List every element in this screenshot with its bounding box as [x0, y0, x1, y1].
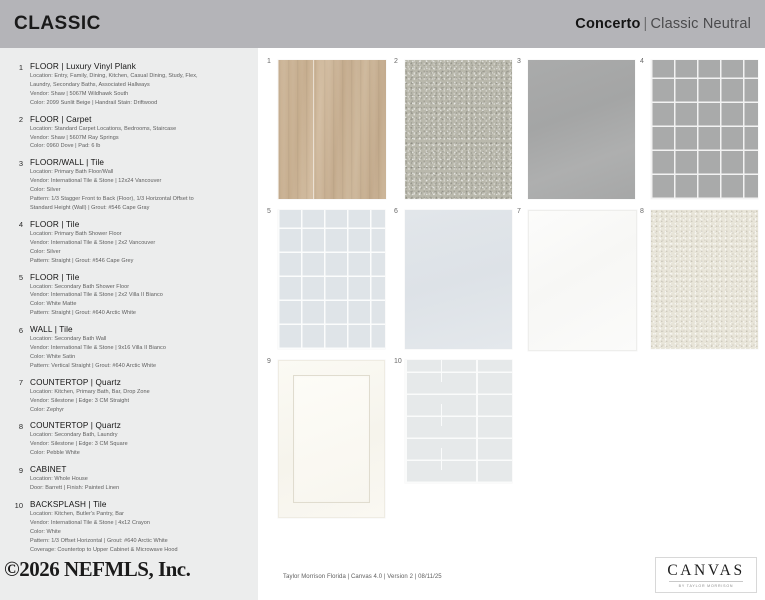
swatch-cell[interactable]	[266, 56, 389, 201]
spec-line: Color: Silver	[30, 187, 61, 194]
spec-body	[23, 115, 250, 152]
spec-line: Location: Secondary Bath, Laundry	[30, 432, 118, 439]
swatch-number: 10	[394, 358, 402, 365]
list-item	[6, 115, 250, 152]
spec-line: Pattern: 1/3 Offset Horizontal | Grout: #640 Arctic White	[30, 537, 168, 544]
spec-title: COUNTERTOP | Quartz	[30, 377, 121, 387]
spec-line: Vendor: Silestone | Edge: 3 CM Straight	[30, 397, 130, 404]
spec-body	[23, 325, 250, 371]
list-item	[6, 500, 250, 555]
spec-line: Pattern: Vertical Straight | Grout: #640 Arctic White	[30, 362, 157, 369]
canvas-logo	[655, 557, 757, 593]
spec-title: COUNTERTOP | Quartz	[30, 421, 121, 431]
swatch-number: 4	[640, 58, 644, 65]
swatch-backsplash-crayon-white[interactable]	[405, 360, 512, 483]
spec-body	[23, 465, 250, 493]
spec-line: Color: White Matte	[30, 301, 77, 308]
brick-joint-row	[405, 404, 512, 426]
list-item	[6, 378, 250, 415]
brick-joint	[441, 404, 443, 426]
spec-number: 9	[18, 465, 23, 475]
spec-body	[23, 378, 250, 415]
swatch-luxury-vinyl-plank[interactable]	[278, 60, 386, 199]
swatch-cell[interactable]	[639, 206, 762, 351]
spec-line: Vendor: International Tile & Stone | 4x12 Crayon	[30, 519, 151, 526]
spec-line: Pattern: Straight | Grout: #640 Arctic White	[30, 310, 137, 317]
brick-joint	[476, 448, 478, 470]
spec-title: BACKSPLASH | Tile	[30, 500, 107, 509]
spec-line: Door: Barrett | Finish: Painted Linen	[30, 485, 120, 492]
spec-body	[23, 500, 250, 555]
swatch-number: 2	[394, 58, 398, 65]
swatch-board	[258, 48, 765, 600]
spec-line: Color: Pebble White	[30, 450, 80, 457]
spec-line: Location: Primary Bath Floor/Wall	[30, 169, 114, 176]
spec-body	[23, 158, 250, 213]
scheme-name: Classic Neutral	[650, 16, 751, 32]
spec-title: FLOOR | Carpet	[30, 114, 92, 124]
spec-line: Color: 0960 Dove | Pad: 6 lb	[30, 143, 101, 150]
spec-line: Location: Standard Carpet Locations, Bedrooms, Staircase	[30, 125, 177, 132]
brick-joint-row	[405, 382, 512, 404]
brick-joint	[441, 360, 443, 382]
spec-title: CABINET	[30, 465, 67, 475]
brick-joint-row	[405, 448, 512, 470]
swatch-cell[interactable]	[639, 56, 762, 201]
swatch-number: 7	[517, 208, 521, 215]
spec-line: Vendor: International Tile & Stone | 2x2 Vancouver	[30, 239, 156, 246]
spec-number: 8	[18, 421, 23, 431]
spec-line: Laundry, Secondary Baths, Associated Hallways	[30, 81, 150, 88]
spec-number: 5	[18, 273, 23, 282]
spec-body	[23, 62, 250, 108]
spec-line: Location: Secondary Bath Wall	[30, 336, 107, 343]
brick-joint	[476, 382, 478, 404]
swatch-number: 5	[267, 208, 271, 215]
swatch-carpet[interactable]	[405, 60, 512, 199]
spec-number: 7	[18, 378, 23, 388]
list-item	[6, 273, 250, 319]
collection-title	[575, 16, 751, 32]
brick-joint	[476, 404, 478, 426]
collection-name: Concerto	[575, 16, 641, 32]
spec-title: FLOOR/WALL | Tile	[30, 158, 105, 168]
spec-title: FLOOR | Luxury Vinyl Plank	[30, 62, 136, 71]
swatch-mosaic-vancouver-silver[interactable]	[651, 60, 758, 199]
spec-line: Vendor: Silestone | Edge: 3 CM Square	[30, 441, 128, 448]
spec-number: 10	[14, 500, 23, 510]
swatch-cell[interactable]	[266, 356, 389, 521]
page-body	[0, 48, 765, 600]
spec-line: Color: 2099 Sunlit Beige | Handrail Stain: Driftwood	[30, 99, 158, 106]
spec-sidebar	[0, 48, 258, 600]
list-item	[6, 62, 250, 108]
swatch-number: 1	[267, 58, 271, 65]
swatch-number: 6	[394, 208, 398, 215]
spec-line: Vendor: International Tile & Stone | 2x2 Villa II Bianco	[30, 292, 163, 299]
spec-line: Location: Secondary Bath Shower Floor	[30, 283, 130, 290]
spec-number: 3	[18, 158, 23, 168]
brick-joint	[476, 360, 478, 382]
swatch-cell[interactable]	[393, 56, 516, 201]
swatch-quartz-zephyr[interactable]	[528, 210, 637, 351]
brick-joint-row	[405, 426, 512, 448]
spec-line: Vendor: Shaw | 5607M Ray Springs	[30, 134, 119, 141]
spec-line: Standard Height (Wall) | Grout: #546 Cape Gray	[30, 204, 150, 211]
logo-divider	[669, 581, 743, 582]
canvas-logo-word: CANVAS	[667, 561, 745, 579]
spec-line: Vendor: International Tile & Stone | 12x24 Vancouver	[30, 178, 162, 185]
spec-body	[23, 421, 250, 458]
spec-line: Location: Kitchen, Primary Bath, Bar, Drop Zone	[30, 388, 150, 395]
spec-title: WALL | Tile	[30, 325, 73, 335]
spec-title: FLOOR | Tile	[30, 219, 80, 229]
footer-credits: Taylor Morrison Florida | Canvas 4.0 | Version 2 | 08/11/25	[283, 574, 442, 580]
list-item	[6, 465, 250, 493]
list-item	[6, 220, 250, 266]
spec-number: 2	[18, 115, 23, 125]
brick-joint-row	[405, 470, 512, 483]
swatch-quartz-pebble-white[interactable]	[651, 210, 758, 349]
spec-body	[23, 220, 250, 266]
spec-number: 1	[18, 62, 23, 72]
canvas-logo-subtitle: BY TAYLOR MORRISON	[678, 583, 734, 588]
swatch-mosaic-villa-bianco[interactable]	[278, 210, 385, 349]
swatch-cell[interactable]	[516, 206, 639, 351]
list-item	[6, 158, 250, 213]
swatch-number: 8	[640, 208, 644, 215]
spec-line: Color: Silver	[30, 248, 61, 255]
list-item	[6, 325, 250, 371]
spec-line: Pattern: 1/3 Stagger Front to Back (Floor), 1/3 Horizontal Offset to	[30, 196, 194, 203]
spec-line: Location: Kitchen, Butler's Pantry, Bar	[30, 511, 124, 517]
cabinet-panel-inset	[293, 375, 371, 503]
spec-line: Vendor: International Tile & Stone | 9x16 Villa II Bianco	[30, 345, 166, 352]
page-header	[0, 0, 765, 48]
brick-joint	[441, 448, 443, 470]
brick-joint	[476, 426, 478, 448]
swatch-number: 3	[517, 58, 521, 65]
spec-line: Location: Entry, Family, Dining, Kitchen, Casual Dining, Study, Flex,	[30, 73, 198, 79]
swatch-cell[interactable]	[266, 206, 389, 351]
swatch-wall-tile-villa-bianco[interactable]	[405, 210, 512, 349]
spec-line: Vendor: Shaw | 5067M Wildhawk South	[30, 90, 129, 97]
title-separator: |	[643, 16, 648, 32]
spec-number: 4	[18, 220, 23, 230]
spec-title: FLOOR | Tile	[30, 272, 80, 282]
swatch-cell[interactable]	[516, 56, 639, 201]
swatch-number: 9	[267, 358, 271, 365]
brand-title: CLASSIC	[14, 13, 101, 34]
spec-line: Coverage: Countertop to Upper Cabinet & Microwave Hood	[30, 546, 178, 553]
swatch-cell[interactable]	[393, 356, 516, 521]
swatch-tile-vancouver-silver[interactable]	[528, 60, 635, 199]
mls-watermark: ©2026 NEFMLS, Inc.	[4, 557, 191, 581]
swatch-cabinet-barrett-painted-linen[interactable]	[278, 360, 385, 518]
brick-joint	[476, 470, 478, 483]
spec-line: Location: Whole House	[30, 476, 88, 483]
brick-joint-row	[405, 360, 512, 382]
swatch-cell[interactable]	[393, 206, 516, 351]
spec-body	[23, 273, 250, 319]
spec-line: Color: Zephyr	[30, 406, 64, 413]
spec-line: Location: Primary Bath Shower Floor	[30, 230, 122, 237]
list-item	[6, 421, 250, 458]
spec-line: Color: White Satin	[30, 353, 76, 360]
spec-line: Color: White	[30, 528, 61, 535]
spec-line: Pattern: Straight | Grout: #546 Cape Grey	[30, 257, 134, 264]
spec-number: 6	[18, 325, 23, 335]
